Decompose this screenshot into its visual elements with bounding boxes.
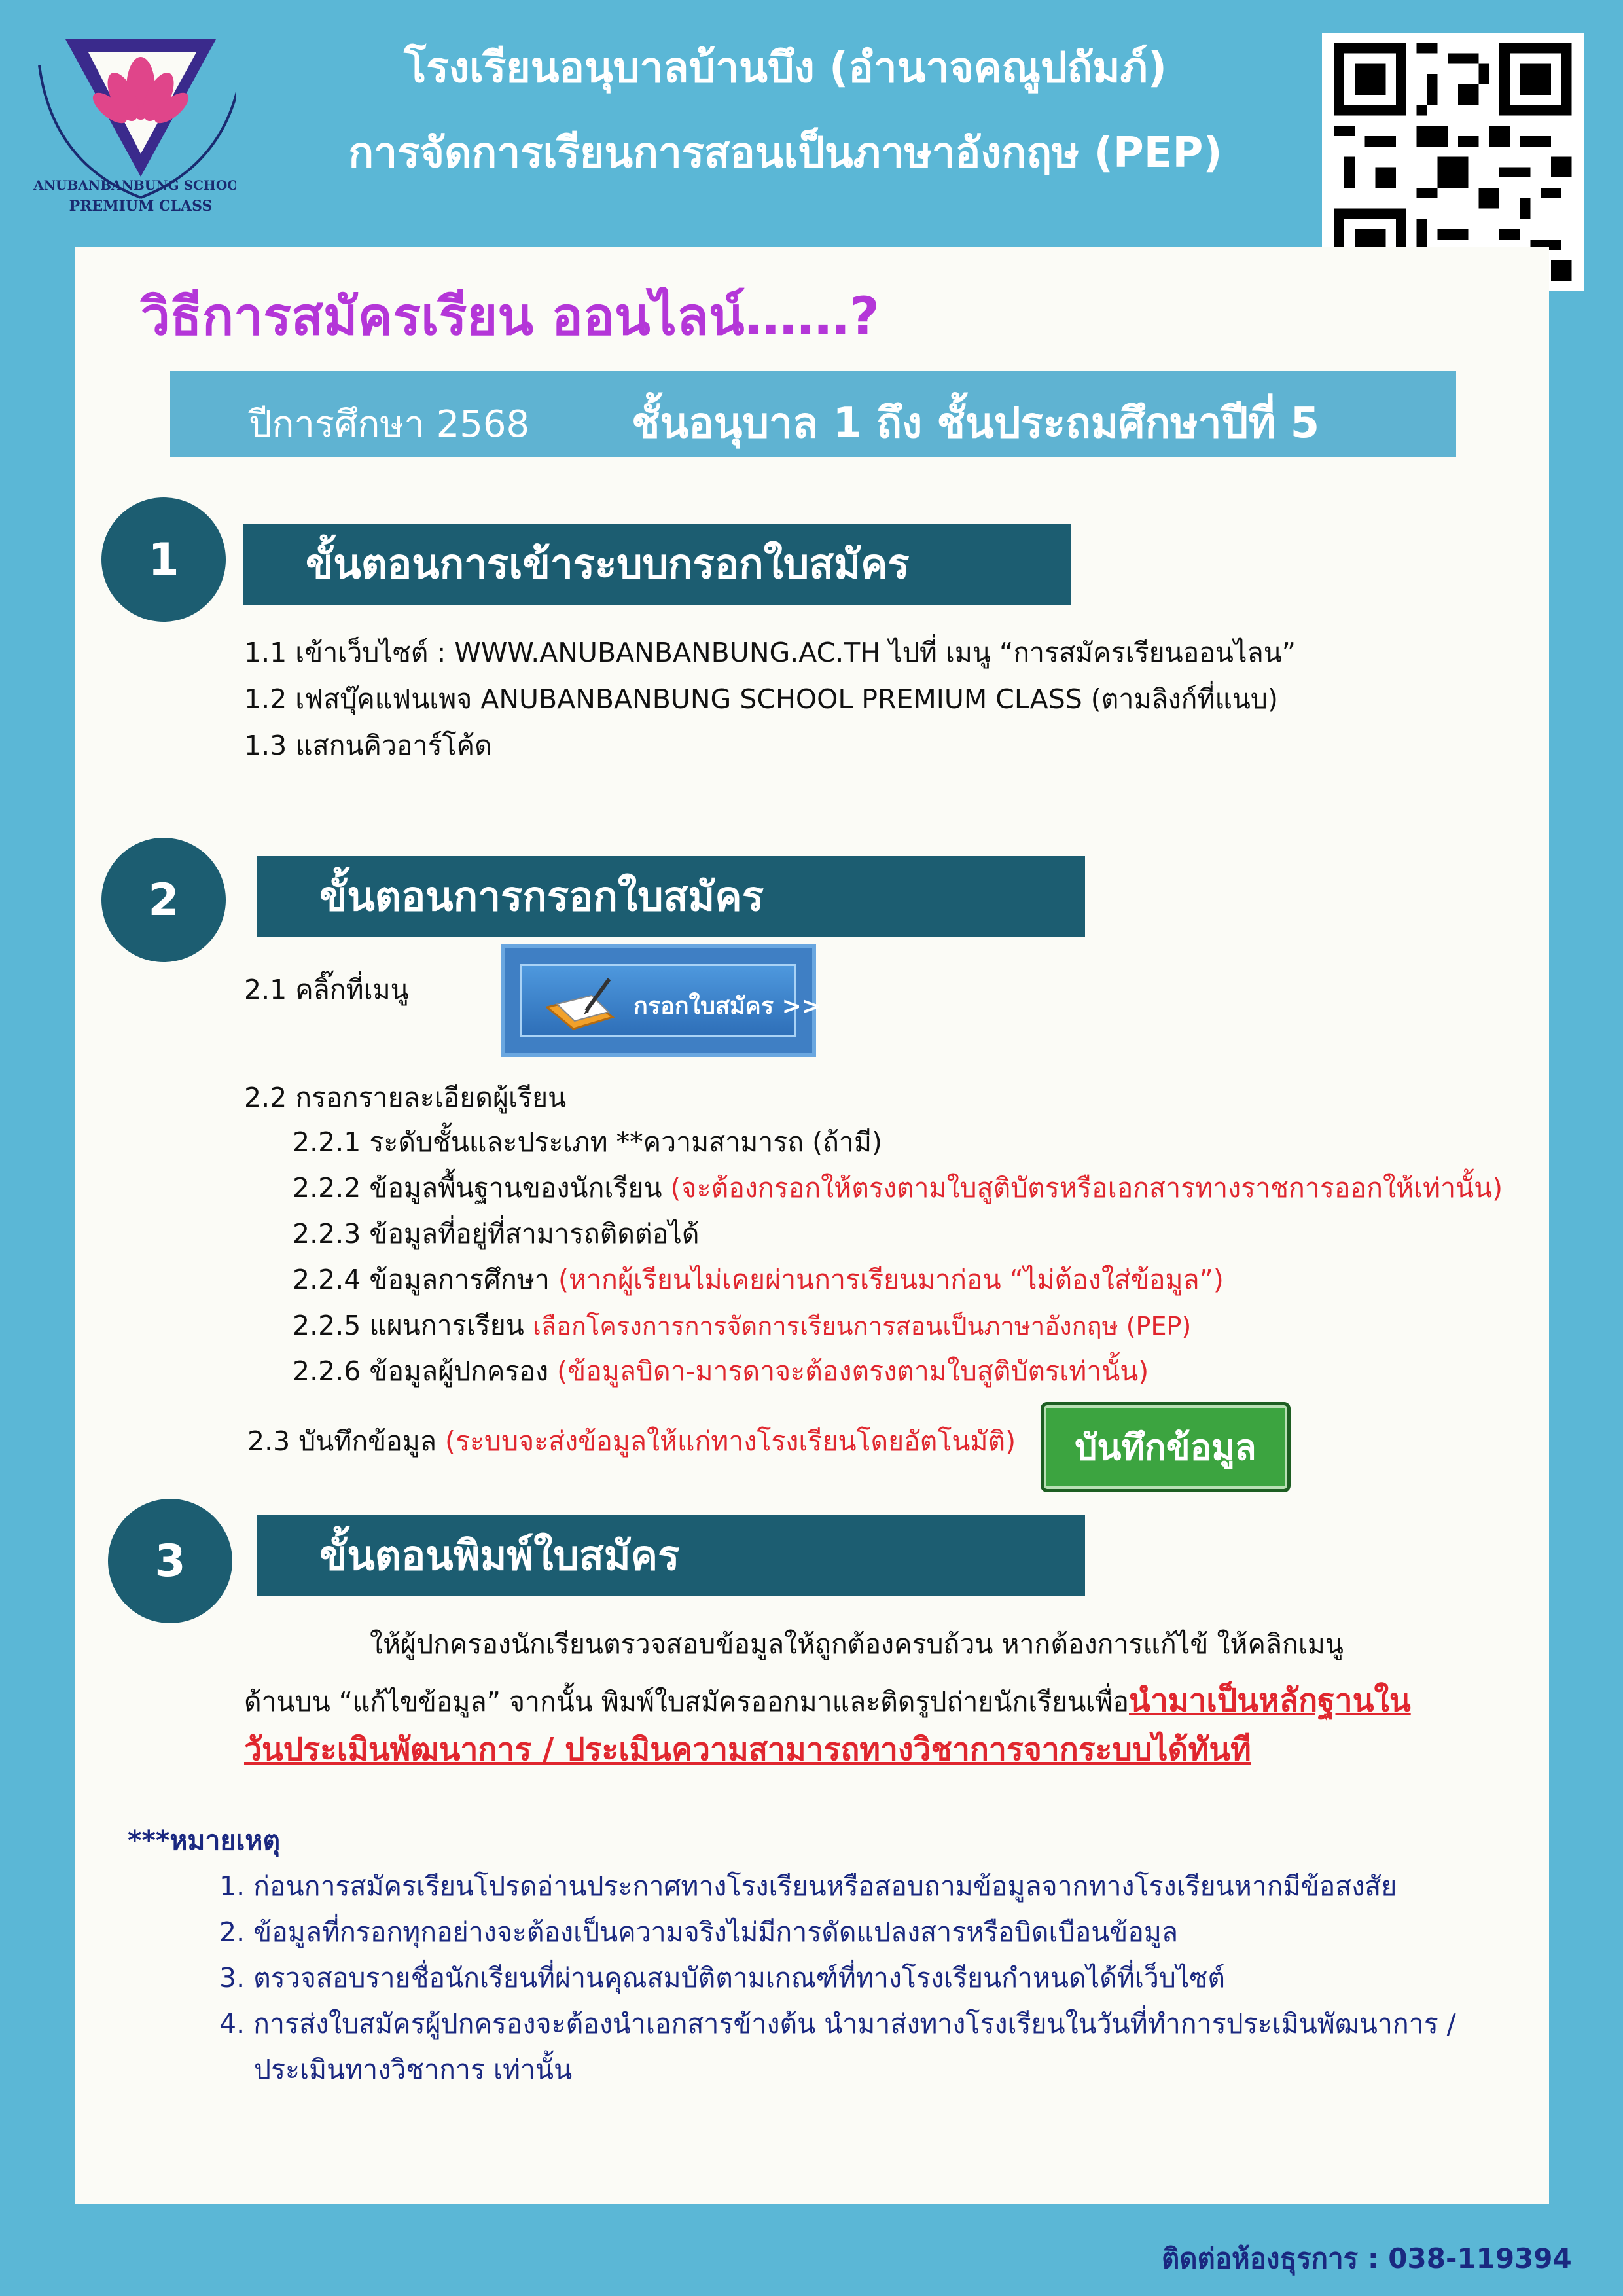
note-item-1: 1. ก่อนการสมัครเรียนโปรดอ่านประกาศทางโรงเรียนหรือสอบถามข้อมูลจากทางโรงเรียนหากมีข้อสงสัย: [219, 1871, 1397, 1902]
step-2-sub-2: [293, 1167, 1503, 1210]
contact-phone: ติดต่อห้องธุรการ : 038-119394: [1162, 2242, 1572, 2274]
step-1-title: ขั้นตอนการเข้าระบบกรอกใบสมัคร: [243, 524, 1071, 605]
step-3-para-line-3: วันประเมินพัฒนาการ / ประเมินความสามารถทางวิชาการจากระบบได้ทันที: [244, 1731, 1251, 1768]
grade-levels: ชั้นอนุบาล 1 ถึง ชั้นประถมศึกษาปีที่ 5: [632, 399, 1320, 448]
step-3-para-line-2-highlight: นำมาเป็นหลักฐานใน: [1129, 1682, 1411, 1719]
apply-form-button-face[interactable]: [520, 964, 821, 1037]
apply-form-button-label: กรอกใบสมัคร >>: [633, 993, 821, 1020]
document-pen-icon: [541, 971, 626, 1037]
step-2-item-1: 2.1 คลิ๊กที่เมนู: [244, 974, 409, 1005]
step-2-sub-4-label: 2.2.4 ข้อมูลการศึกษา: [293, 1264, 550, 1295]
step-2-sub-3-label: 2.2.3 ข้อมูลที่อยู่ที่สามารถติดต่อได้: [293, 1218, 700, 1249]
academic-year: ปีการศึกษา 2568: [249, 403, 530, 446]
step-2-sub-6-label: 2.2.6 ข้อมูลผู้ปกครอง: [293, 1355, 549, 1387]
step-2-item-2: 2.2 กรอกรายละเอียดผู้เรียน: [244, 1082, 567, 1113]
step-2-item-3-note: (ระบบจะส่งข้อมูลให้แก่ทางโรงเรียนโดยอัตโนมัติ): [445, 1426, 1016, 1457]
step-2-sub-1-label: 2.2.1 ระดับชั้นและประเภท **ความสามารถ (ถ้ามี): [293, 1126, 882, 1158]
step-2-sub-4-note: (หากผู้เรียนไม่เคยผ่านการเรียนมาก่อน “ไม่ต้องใส่ข้อมูล”): [558, 1264, 1224, 1295]
step-2-sub-4: [293, 1259, 1224, 1301]
step-1-item-2: 1.2 เฟสบุ๊คแฟนเพจ ANUBANBANBUNG SCHOOL PREMIUM CLASS (ตามลิงก์ที่แนบ): [244, 683, 1278, 715]
step-1-number: 1: [101, 497, 226, 622]
step-3-para-line-2-text: ด้านบน “แก้ไขข้อมูล” จากนั้น พิมพ์ใบสมัครออกมาและติดรูปถ่ายนักเรียนเพื่อ: [244, 1686, 1130, 1717]
step-2-sub-3: [293, 1213, 700, 1255]
step-1-item-3: 1.3 แสกนคิวอาร์โค้ด: [244, 730, 492, 761]
step-2-number: 2: [101, 838, 226, 962]
note-item-4-continued: ประเมินทางวิชาการ เท่านั้น: [254, 2054, 573, 2085]
step-2-sub-2-note: (จะต้องกรอกให้ตรงตามใบสูติบัตรหรือเอกสารทางราชการออกให้เท่านั้น): [670, 1172, 1503, 1204]
step-2-sub-5-label: 2.2.5 แผนการเรียน: [293, 1310, 524, 1341]
academic-year-bar: [170, 371, 1456, 457]
step-2-sub-6-note: (ข้อมูลบิดา-มารดาจะต้องตรงตามใบสูติบัตรเท่านั้น): [557, 1355, 1149, 1387]
step-2-item-3: [247, 1420, 1016, 1463]
step-3-title: ขั้นตอนพิมพ์ใบสมัคร: [257, 1515, 1085, 1596]
step-2-sub-6: [293, 1350, 1149, 1393]
note-item-4: 4. การส่งใบสมัครผู้ปกครองจะต้องนำเอกสารข้างต้น นำมาส่งทางโรงเรียนในวันที่ทำการประเมินพัฒนาการ /: [219, 2008, 1456, 2039]
step-2-item-3-label: 2.3 บันทึกข้อมูล: [247, 1426, 437, 1457]
note-item-3: 3. ตรวจสอบรายชื่อนักเรียนที่ผ่านคุณสมบัติตามเกณฑ์ที่ทางโรงเรียนกำหนดได้ที่เว็บไซต์: [219, 1962, 1225, 1994]
step-1-item-1: 1.1 เข้าเว็บไซต์ : WWW.ANUBANBANBUNG.AC.TH ไปที่ เมนู “การสมัครเรียนออนไลน”: [244, 637, 1296, 668]
save-data-button[interactable]: บันทึกข้อมูล: [1041, 1402, 1291, 1492]
logo-text-bottom: PREMIUM CLASS: [69, 198, 213, 215]
step-2-sub-1: [293, 1121, 882, 1164]
step-2-sub-2-label: 2.2.2 ข้อมูลพื้นฐานของนักเรียน: [293, 1172, 662, 1204]
step-3-para-line-1: ให้ผู้ปกครองนักเรียนตรวจสอบข้อมูลให้ถูกต้องครบถ้วน หากต้องการแก้ไข้ ให้คลิกเมนู: [370, 1628, 1344, 1660]
step-3-para-line-2: [244, 1676, 1411, 1725]
program-name: การจัดการเรียนการสอนเป็นภาษาอังกฤษ (PEP): [348, 129, 1222, 177]
step-2-title: ขั้นตอนการกรอกใบสมัคร: [257, 856, 1085, 937]
note-item-2: 2. ข้อมูลที่กรอกทุกอย่างจะต้องเป็นความจริงไม่มีการดัดแปลงสารหรือบิดเบือนข้อมูล: [219, 1916, 1179, 1948]
school-name: โรงเรียนอนุบาลบ้านบึง (อำนาจคณูปถัมภ์): [404, 44, 1167, 92]
step-2-sub-5-note: เลือกโครงการการจัดการเรียนการสอนเป็นภาษาอังกฤษ (PEP): [532, 1312, 1192, 1340]
main-title: วิธีการสมัครเรียน ออนไลน์……?: [141, 286, 880, 347]
logo-text-top: ANUBANBANBUNG SCHOOL: [33, 177, 236, 193]
step-2-sub-5: [293, 1304, 1191, 1347]
notes-title: ***หมายเหตุ: [128, 1825, 281, 1856]
school-logo: [26, 26, 236, 216]
apply-form-button[interactable]: [501, 944, 821, 1057]
step-3-number: 3: [108, 1499, 232, 1623]
